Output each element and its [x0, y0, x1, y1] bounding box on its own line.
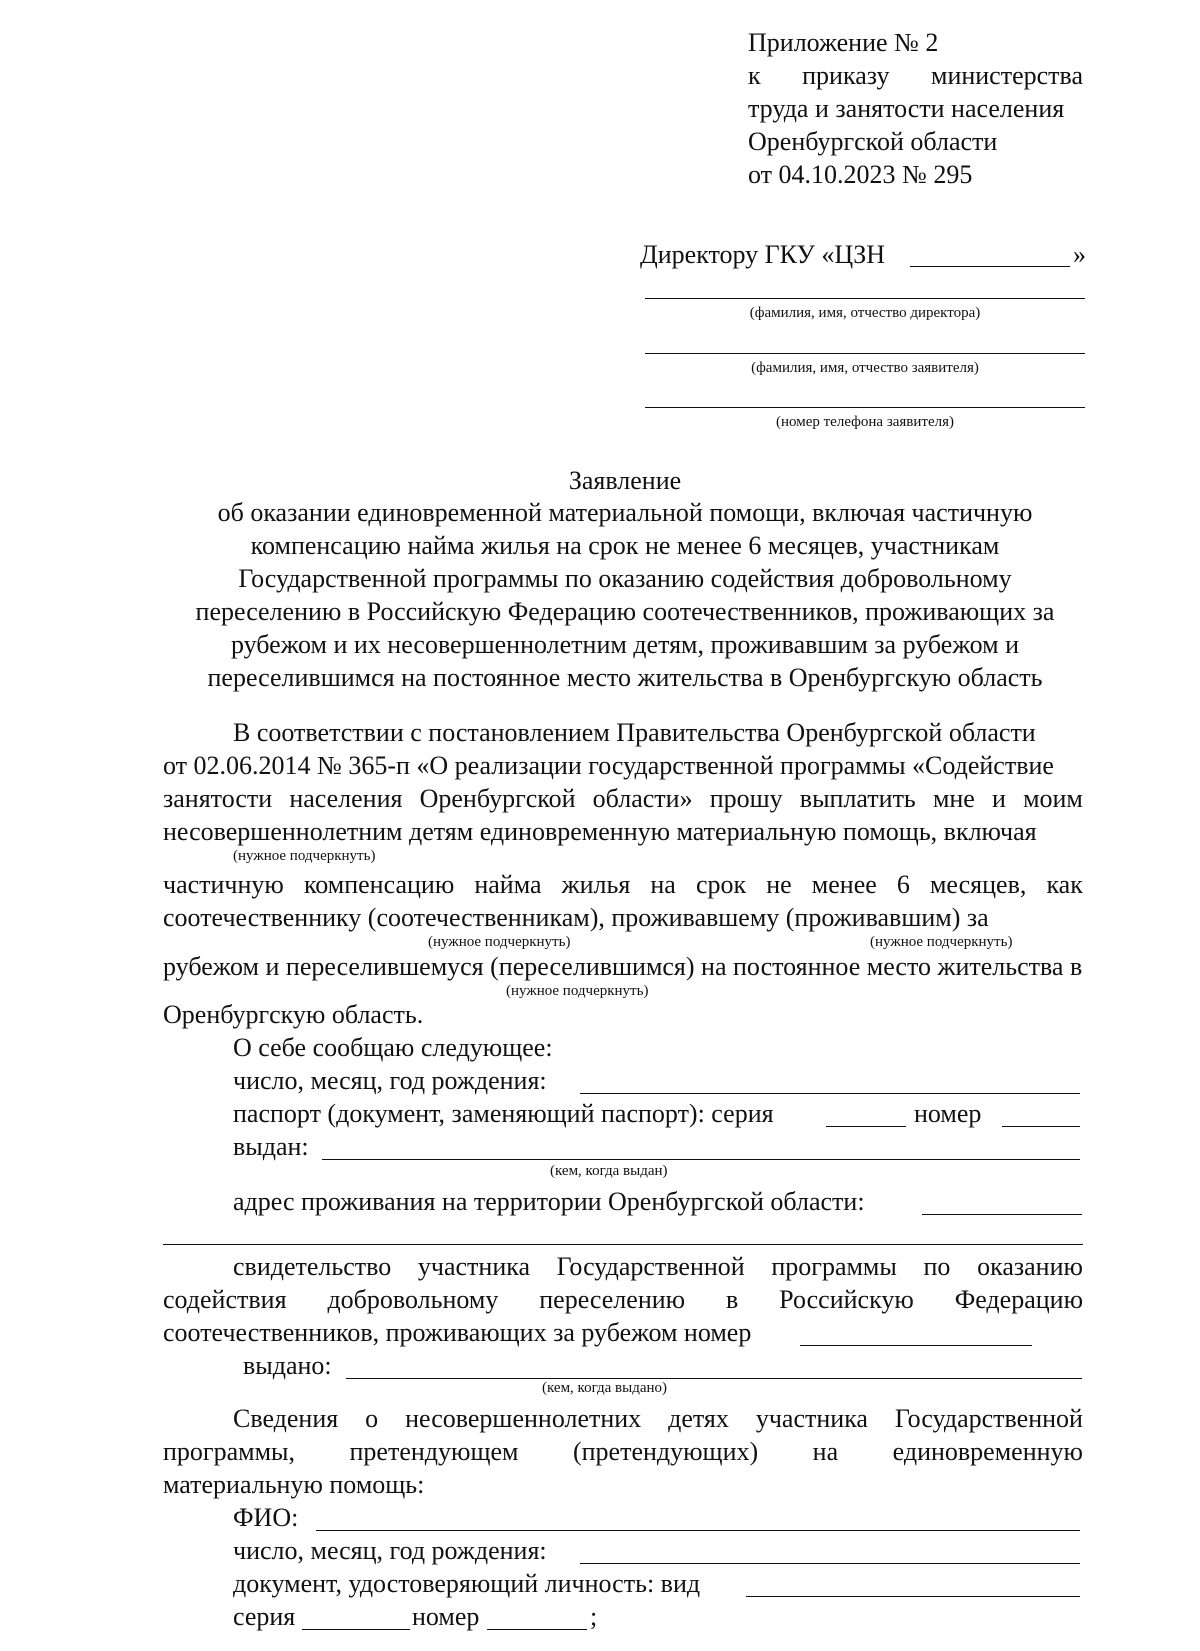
child-birth-date-label: число, месяц, год рождения:: [233, 1536, 547, 1565]
body-line: В соответствии с постановлением Правительства Оренбургской области: [233, 718, 1036, 747]
statement-subject-line: рубежом и их несовершеннолетним детям, проживавшим за рубежом и: [230, 630, 1020, 659]
child-semicolon: ;: [590, 1602, 598, 1631]
statement-subject-line: компенсацию найма жилья на срок не менее 6 месяцев, участникам: [250, 531, 1000, 560]
statement-subject-line: переселившимся на постоянное место жительства в Оренбургскую область: [207, 663, 1043, 692]
underline-hint: (нужное подчеркнуть): [428, 934, 571, 950]
statement-subject-line: Государственной программы по оказанию содействия добровольному: [238, 564, 1012, 593]
passport-series-field[interactable]: [826, 1126, 906, 1127]
birth-date-field[interactable]: [580, 1093, 1080, 1094]
underline-hint: (нужное подчеркнуть): [506, 983, 649, 999]
director-prefix: Директору ГКУ «ЦЗН: [640, 240, 885, 269]
about-self-heading: О себе сообщаю следующее:: [233, 1033, 553, 1062]
body-line: частичную компенсацию найма жилья на срок не менее 6 месяцев, как: [163, 870, 1083, 899]
applicant-name-caption: (фамилия, имя, отчество заявителя): [751, 360, 979, 376]
certificate-number-field[interactable]: [800, 1345, 1032, 1346]
child-series-field[interactable]: [302, 1629, 410, 1630]
passport-issued-field[interactable]: [322, 1159, 1080, 1160]
body-line: соотечественнику (соотечественникам), проживавшему (проживавшим) за: [163, 903, 989, 932]
body-line: несовершеннолетним детям единовременную материальную помощь, включая: [163, 817, 1037, 846]
certificate-number-label: соотечественников, проживающих за рубежом номер: [163, 1318, 752, 1347]
appendix-line-date: от 04.10.2023 № 295: [748, 160, 973, 189]
children-line: Сведения о несовершеннолетних детях участника Государственной: [233, 1404, 1083, 1433]
certificate-line: свидетельство участника Государственной программы по оказанию: [233, 1252, 1083, 1281]
child-number-field[interactable]: [487, 1629, 587, 1630]
body-line: Оренбургскую область.: [163, 1000, 424, 1029]
director-name-field[interactable]: [645, 298, 1085, 299]
appendix-title: Приложение № 2: [748, 28, 939, 57]
statement-heading: Заявление: [568, 466, 682, 495]
address-label: адрес проживания на территории Оренбургской области:: [233, 1187, 865, 1216]
passport-number-label: номер: [914, 1099, 982, 1128]
passport-issued-label: выдан:: [233, 1132, 309, 1161]
czn-name-field[interactable]: [910, 266, 1070, 267]
address-field[interactable]: [922, 1214, 1082, 1215]
child-birth-date-field[interactable]: [580, 1563, 1080, 1564]
passport-issued-caption: (кем, когда выдан): [550, 1163, 668, 1179]
body-line: от 02.06.2014 № 365-п «О реализации государственной программы «Содействие: [163, 751, 1054, 780]
director-suffix: »: [1073, 240, 1086, 269]
certificate-issued-label: выдано:: [243, 1351, 332, 1380]
appendix-line-region: Оренбургской области: [748, 127, 998, 156]
appendix-line-ministry: труда и занятости населения: [748, 94, 1065, 123]
child-fio-field[interactable]: [316, 1530, 1080, 1531]
statement-subject-line: об оказании единовременной материальной помощи, включая частичную: [217, 498, 1033, 527]
applicant-name-field[interactable]: [645, 353, 1085, 354]
applicant-phone-caption: (номер телефона заявителя): [775, 414, 954, 430]
child-fio-label: ФИО:: [233, 1503, 299, 1532]
appendix-line-order: к приказу министерства: [748, 61, 1083, 90]
certificate-issued-field[interactable]: [346, 1378, 1082, 1379]
child-series-label: серия: [233, 1602, 296, 1631]
birth-date-label: число, месяц, год рождения:: [233, 1066, 547, 1095]
statement-subject-line: переселению в Российскую Федерацию соотечественников, проживающих за: [195, 597, 1055, 626]
passport-series-label: паспорт (документ, заменяющий паспорт): серия: [233, 1099, 774, 1128]
address-field-continued[interactable]: [163, 1244, 1083, 1245]
child-id-doc-label: документ, удостоверяющий личность: вид: [233, 1569, 701, 1598]
underline-hint: (нужное подчеркнуть): [233, 848, 376, 864]
body-line: занятости населения Оренбургской области» прошу выплатить мне и моим: [163, 784, 1083, 813]
applicant-phone-field[interactable]: [645, 407, 1085, 408]
children-line: материальную помощь:: [163, 1470, 425, 1499]
child-id-doc-field[interactable]: [746, 1596, 1080, 1597]
certificate-issued-caption: (кем, когда выдано): [542, 1380, 668, 1396]
certificate-line: содействия добровольному переселению в Российскую Федерацию: [163, 1285, 1083, 1314]
children-line: программы, претендующем (претендующих) на единовременную: [163, 1437, 1083, 1466]
body-line: рубежом и переселившемуся (переселившимся) на постоянное место жительства в: [163, 952, 1083, 981]
director-name-caption: (фамилия, имя, отчество директора): [749, 305, 981, 321]
child-number-label: номер: [412, 1602, 480, 1631]
passport-number-field[interactable]: [1002, 1126, 1080, 1127]
underline-hint: (нужное подчеркнуть): [870, 934, 1013, 950]
